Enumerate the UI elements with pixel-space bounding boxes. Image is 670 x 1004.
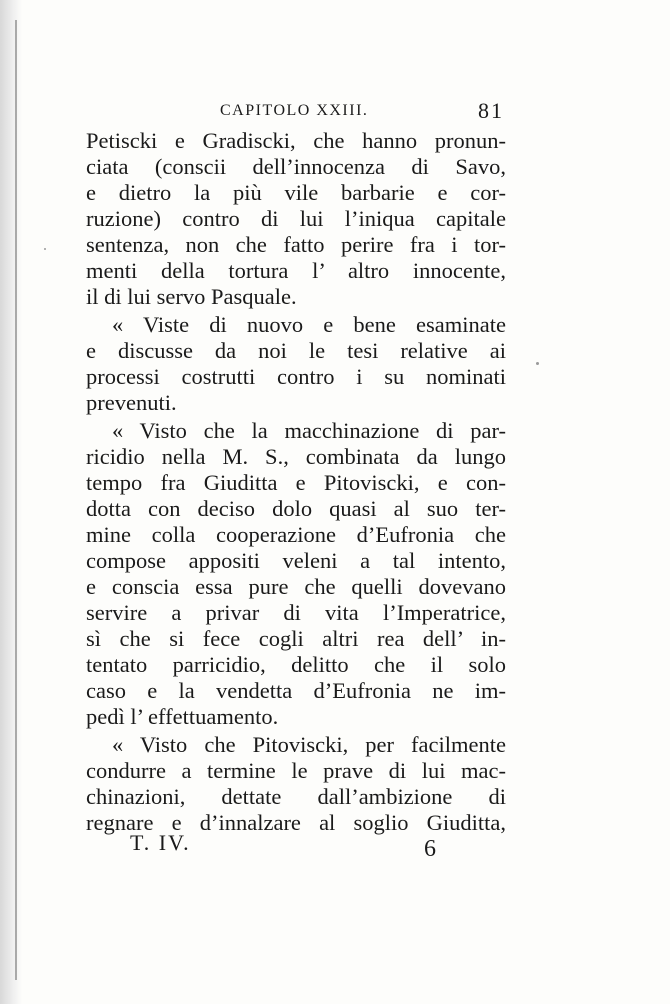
text-line: e discusse da noi le tesi relative ai [86, 338, 506, 363]
text-line: menti della tortura l’ altro innocente, [86, 258, 506, 283]
running-head: CAPITOLO XXIII. [220, 102, 369, 119]
text-line: ricidio nella M. S., combinata da lungo [86, 444, 506, 469]
paper-speck [44, 248, 46, 250]
text-line: sentenza, non che fatto perire fra i tor- [86, 232, 506, 257]
text-line: servire a privar di vita l’Imperatrice, [86, 600, 506, 625]
text-line: prevenuti. [86, 390, 177, 415]
text-line: e dietro la più vile barbarie e cor- [86, 180, 506, 205]
gutter-line [15, 20, 17, 980]
signature-number: 6 [424, 836, 436, 862]
text-line: ciata (conscii dell’innocenza di Savo, [86, 154, 506, 179]
text-line: tempo fra Giuditta e Pitoviscki, e con- [86, 470, 506, 495]
text-line: tentato parricidio, delitto che il solo [86, 652, 506, 677]
text-line: sì che si fece cogli altri rea dell’ in- [86, 626, 506, 651]
text-line: « Visto che Pitoviscki, per facilmente [112, 732, 506, 757]
text-line: condurre a termine le prave di lui mac- [86, 758, 506, 783]
text-line: ruzione) contro di lui l’iniqua capitale [86, 206, 506, 231]
text-line: dotta con deciso dolo quasi al suo ter- [86, 496, 506, 521]
text-line: chinazioni, dettate dall’ambizione di [86, 784, 506, 809]
signature-mark: T. IV. [130, 830, 191, 855]
text-line: « Visto che la macchinazione di par- [112, 418, 506, 443]
paper-speck [536, 362, 539, 365]
text-line: e conscia essa pure che quelli dovevano [86, 574, 506, 599]
text-line: pedì l’ effettuamento. [86, 704, 279, 729]
text-line: Petiscki e Gradiscki, che hanno pronun- [86, 128, 506, 153]
book-spine-shadow [0, 0, 22, 1004]
text-line: caso e la vendetta d’Eufronia ne im- [86, 678, 506, 703]
text-line: il di lui servo Pasquale. [86, 284, 297, 309]
text-line: mine colla cooperazione d’Eufronia che [86, 522, 506, 547]
text-line: regnare e d’innalzare al soglio Giuditta, [86, 810, 506, 835]
text-line: « Viste di nuovo e bene esaminate [112, 312, 506, 337]
text-line: processi costrutti contro i su nominati [86, 364, 506, 389]
text-line: compose appositi veleni a tal intento, [86, 548, 506, 573]
page-number: 81 [478, 98, 504, 123]
